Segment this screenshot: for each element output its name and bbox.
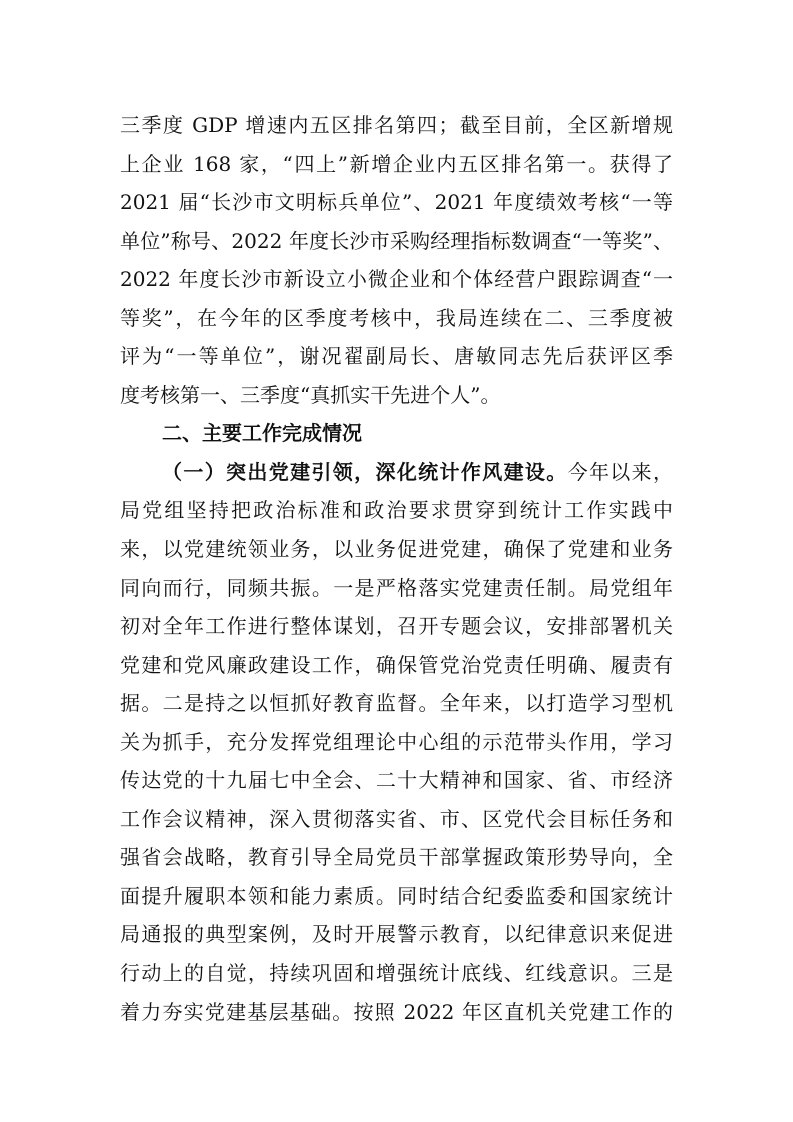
text-line: 度考核第一、三季度“真抓实干先进个人”。 <box>120 382 501 407</box>
document-page <box>120 106 673 1031</box>
text-line: 着力夯实党建基层基础。按照 2022 年区直机关党建工作的 <box>120 999 673 1024</box>
text-line: 局党组坚持把政治标准和政治要求贯穿到统计工作实践中 <box>120 498 673 523</box>
text-line: 行动上的自觉，持续巩固和增强统计底线、红线意识。三是 <box>120 961 673 986</box>
text-line: 强省会战略，教育引导全局党员干部掌握政策形势导向，全 <box>120 845 673 870</box>
intro-paragraph <box>120 106 673 414</box>
text-line: 据。二是持之以恒抓好教育监督。全年来，以打造学习型机 <box>120 691 673 716</box>
subsection-lead-text: 今年以来， <box>567 459 674 484</box>
section-heading: 二、主要工作完成情况 <box>162 421 362 446</box>
text-line: 面提升履职本领和能力素质。同时结合纪委监委和国家统计 <box>120 883 673 908</box>
text-line: 工作会议精神，深入贯彻落实省、市、区党代会目标任务和 <box>120 806 673 831</box>
text-line <box>120 453 673 492</box>
text-line: 局通报的典型案例，及时开展警示教育，以纪律意识来促进 <box>120 922 673 947</box>
text-line: 关为抓手，充分发挥党组理论中心组的示范带头作用，学习 <box>120 729 673 754</box>
subsection-title: （一）突出党建引领，深化统计作风建设。 <box>162 459 568 484</box>
subsection-paragraph <box>120 453 673 1031</box>
text-line: 单位”称号、2022 年度长沙市采购经理指标数调查“一等奖”、 <box>120 228 673 253</box>
text-line: 三季度 GDP 增速内五区排名第四；截至目前，全区新增规 <box>120 113 673 137</box>
text-line: 党建和党风廉政建设工作，确保管党治党责任明确、履责有 <box>120 652 673 677</box>
text-line: 2022 年度长沙市新设立小微企业和个体经营户跟踪调查“一 <box>120 267 673 292</box>
text-line: 上企业 168 家，“四上”新增企业内五区排名第一。获得了 <box>120 151 673 176</box>
text-line: 等奖”，在今年的区季度考核中，我局连续在二、三季度被 <box>120 305 673 330</box>
text-line: 来，以党建统领业务，以业务促进党建，确保了党建和业务 <box>120 537 673 562</box>
text-line: 评为“一等单位”，谢况翟副局长、唐敏同志先后获评区季 <box>120 344 673 369</box>
text-line: 传达党的十九届七中全会、二十大精神和国家、省、市经济 <box>120 768 673 793</box>
text-line: 同向而行，同频共振。一是严格落实党建责任制。局党组年 <box>120 575 673 600</box>
text-line: 2021 届“长沙市文明标兵单位”、2021 年度绩效考核“一等 <box>120 190 673 215</box>
text-line: 初对全年工作进行整体谋划，召开专题会议，安排部署机关 <box>120 614 673 639</box>
